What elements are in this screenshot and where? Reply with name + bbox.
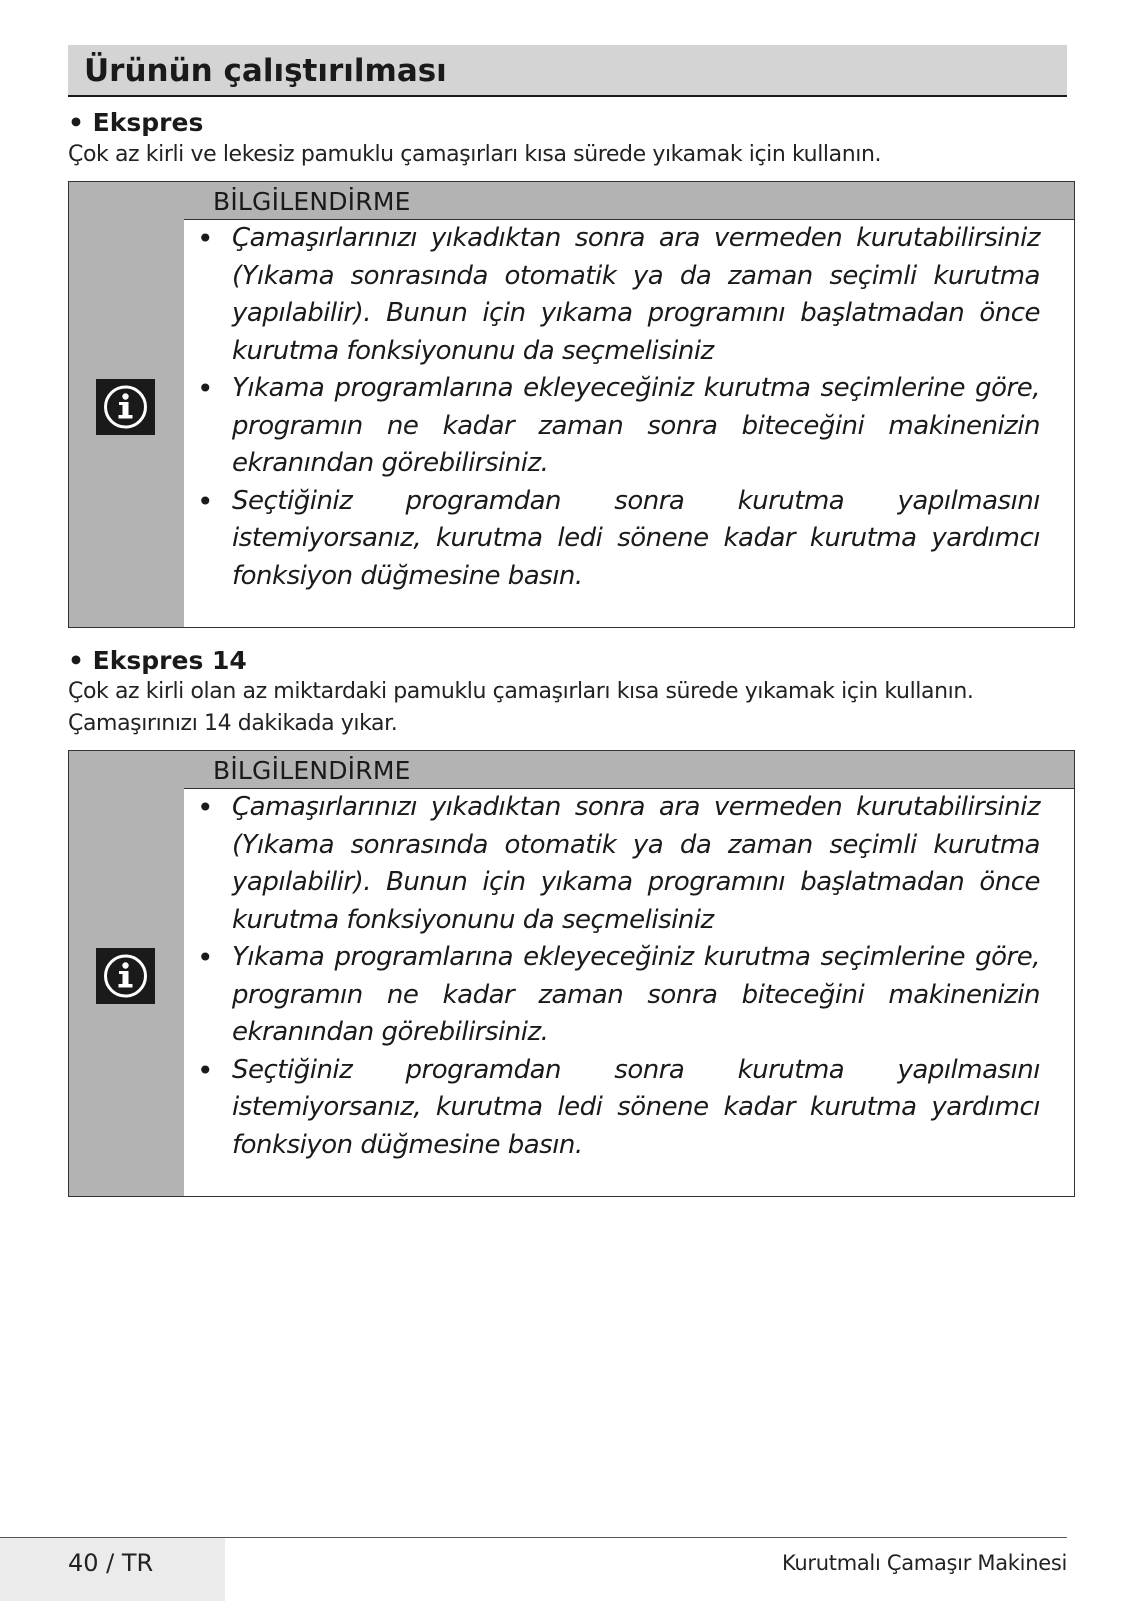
section-header bbox=[68, 45, 1067, 97]
program-description-line: Çok az kirli olan az miktardaki pamuklu çamaşırları kısa sürede yıkamak için kullanın. bbox=[68, 679, 974, 704]
info-item-text: Çamaşırlarınızı yıkadıktan sonra ara vermeden kurutabilirsiniz (Yıkama sonrasında otomatik ya da zaman seçimli kurutma yapılabilir). Bunun için yıkama programını başlatmadan önce kurutma fonksiyonunu da seçmelisiniz bbox=[232, 792, 1040, 935]
info-list bbox=[197, 220, 1040, 595]
program-description-line: Çok az kirli ve lekesiz pamuklu çamaşırları kısa sürede yıkamak için kullanın. bbox=[68, 142, 882, 167]
bullet-icon: • bbox=[197, 791, 214, 824]
program-description-ekspres bbox=[68, 139, 1068, 171]
info-box bbox=[68, 750, 1075, 1197]
info-icon-column bbox=[69, 182, 184, 627]
page-number: 40 / TR bbox=[68, 1549, 154, 1577]
program-description-line: Çamaşırınızı 14 dakikada yıkar. bbox=[68, 711, 398, 736]
info-icon-column bbox=[69, 751, 184, 1196]
info-label: BİLGİLENDİRME bbox=[213, 187, 411, 216]
info-list-item bbox=[197, 220, 1040, 370]
info-list-item bbox=[197, 939, 1040, 1052]
footer-title: Kurutmalı Çamaşır Makinesi bbox=[781, 1551, 1067, 1575]
bullet-icon: • bbox=[197, 1053, 214, 1087]
program-description-ekspres-14 bbox=[68, 676, 1068, 740]
info-icon bbox=[96, 948, 155, 1004]
info-label-bar bbox=[184, 751, 1074, 789]
info-list-item bbox=[197, 789, 1040, 939]
info-box bbox=[68, 181, 1075, 628]
program-title-ekspres-14: • Ekspres 14 bbox=[68, 646, 247, 675]
section-title: Ürünün çalıştırılması bbox=[84, 53, 447, 89]
bullet-icon: • bbox=[197, 484, 214, 518]
info-item-text: Seçtiğiniz programdan sonra kurutma yapılmasını istemiyorsanız, kurutma ledi sönene kadar kurutma yardımcı fonksiyon düğmesine basın. bbox=[232, 1054, 1040, 1160]
info-item-text: Çamaşırlarınızı yıkadıktan sonra ara vermeden kurutabilirsiniz (Yıkama sonrasında otomatik ya da zaman seçimli kurutma yapılabilir). Bunun için yıkama programını başlatmadan önce kurutma fonksiyonunu da seçmelisiniz bbox=[232, 223, 1040, 366]
info-label-bar bbox=[184, 182, 1074, 220]
bullet-icon: • bbox=[197, 372, 214, 405]
info-item-text: Yıkama programlarına ekleyeceğiniz kurutma seçimlerine göre, programın ne kadar zaman sonra biteceğini makinenizin ekranından görebilirsiniz. bbox=[232, 373, 1040, 478]
info-list-item bbox=[197, 370, 1040, 483]
program-title-ekspres: • Ekspres bbox=[68, 108, 204, 137]
info-label: BİLGİLENDİRME bbox=[213, 756, 411, 785]
info-list-item bbox=[197, 483, 1040, 596]
info-icon bbox=[96, 379, 155, 435]
info-list-item bbox=[197, 1052, 1040, 1165]
info-item-text: Seçtiğiniz programdan sonra kurutma yapılmasını istemiyorsanız, kurutma ledi sönene kadar kurutma yardımcı fonksiyon düğmesine basın. bbox=[232, 485, 1040, 591]
bullet-icon: • bbox=[197, 222, 214, 255]
bullet-icon: • bbox=[197, 941, 214, 974]
info-list bbox=[197, 789, 1040, 1164]
info-item-text: Yıkama programlarına ekleyeceğiniz kurutma seçimlerine göre, programın ne kadar zaman sonra biteceğini makinenizin ekranından görebilirsiniz. bbox=[232, 942, 1040, 1047]
